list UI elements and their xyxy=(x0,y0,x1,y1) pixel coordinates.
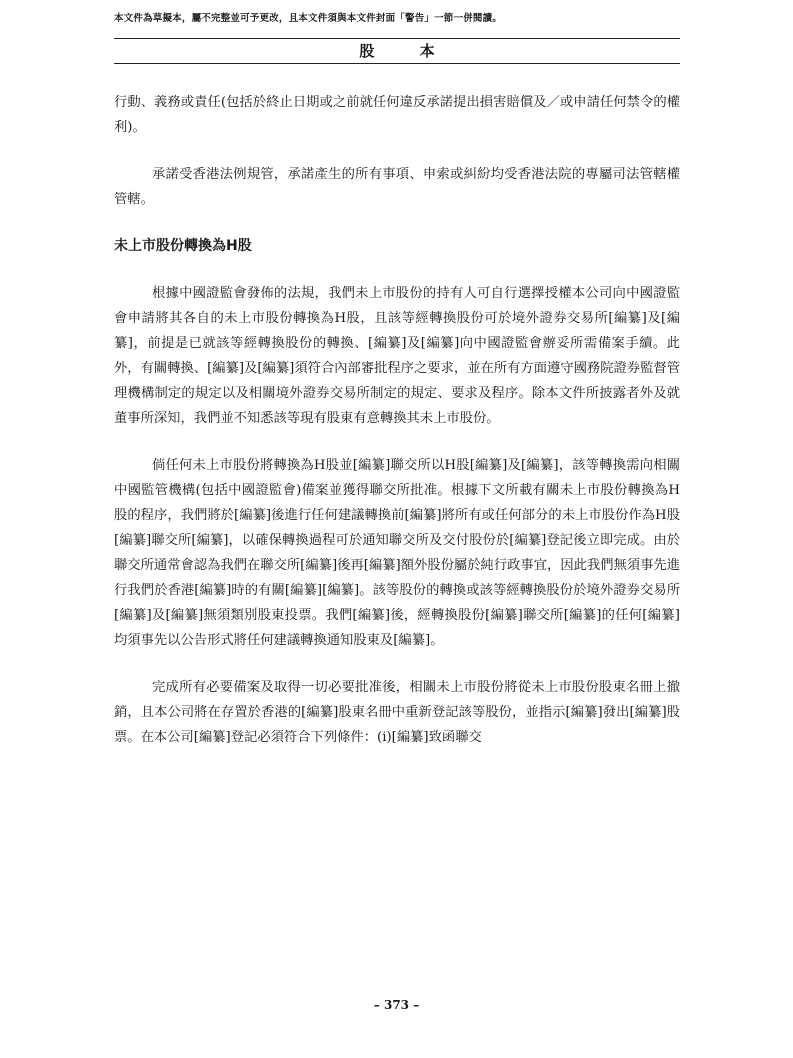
paragraph-registration-conditions: 完成所有必要備案及取得一切必要批准後，相關未上市股份將從未上市股份股東名冊上撤銷，且本公司將在存置於香港的[編纂]股東名冊中重新登記該等股份，並指示[編纂]發出[編纂]股票。在本公司[編纂]登記必須符合下列條件：(i)[編纂]致函聯交 xyxy=(114,680,680,745)
paragraph-conversion-procedure: 倘任何未上市股份將轉換為H股並[編纂]聯交所以H股[編纂]及[編纂]，該等轉換需向相關中國監管機構(包括中國證監會)備案並獲得聯交所批准。根據下文所載有關未上市股份轉換為H股的程序，我們將於[編纂]後進行任何建議轉換前[編纂]將所有或任何部分的未上市股份作為H股[編纂]聯交所[編纂]，以確保轉換過程可於通知聯交所及交付股份於[編纂]登記後立即完成。由於聯交所通常會認為我們在聯交所[編纂]後再[編纂]額外股份屬於純行政事宜，因此我們無須事先進行我們於香港[編纂]時的有關[編纂][編纂]。該等股份的轉換或該等經轉換股份於境外證券交易所[編纂]及[編纂]無須類別股東投票。我們[編纂]後，經轉換股份[編纂]聯交所[編纂]的任何[編纂]均須事先以公告形式將任何建議轉換通知股東及[編纂]。 xyxy=(114,458,680,648)
page-number: – 373 – xyxy=(373,998,420,1012)
document-body xyxy=(114,90,680,772)
paragraph-csrc-regulations: 根據中國證監會發佈的法規，我們未上市股份的持有人可自行選擇授權本公司向中國證監會申請將其各自的未上市股份轉換為H股，且該等經轉換股份可於境外證券交易所[編纂]及[編纂]，前提是已就該等經轉換股份的轉換、[編纂]及[編纂]向中國證監會辦妥所需備案手續。此外，有關轉換、[編纂]及[編纂]須符合內部審批程序之要求，並在所有方面遵守國務院證券監督管理機構制定的規定以及相關境外證券交易所制定的規定、要求及程序。除本文件所披露者外及就董事所深知，我們並不知悉該等現有股東有意轉換其未上市股份。 xyxy=(114,286,680,426)
header-bottom-rule xyxy=(114,63,680,64)
paragraph-undertaking-rights: 行動、義務或責任(包括於終止日期或之前就任何違反承諾提出損害賠償及／或申請任何禁令的權利)。 xyxy=(114,95,680,135)
draft-disclaimer: 本文件為草擬本，屬不完整並可予更改，且本文件須與本文件封面「警告」一節一併閱讀。 xyxy=(114,13,503,24)
heading-conversion-to-h-shares: 未上市股份轉換為H股 xyxy=(114,238,252,254)
header-top-rule xyxy=(114,38,680,39)
paragraph-governing-law: 承諾受香港法例規管，承諾產生的所有事項、申索或糾紛均受香港法院的專屬司法管轄權管轄。 xyxy=(114,167,680,207)
section-title: 股 本 xyxy=(359,42,455,60)
